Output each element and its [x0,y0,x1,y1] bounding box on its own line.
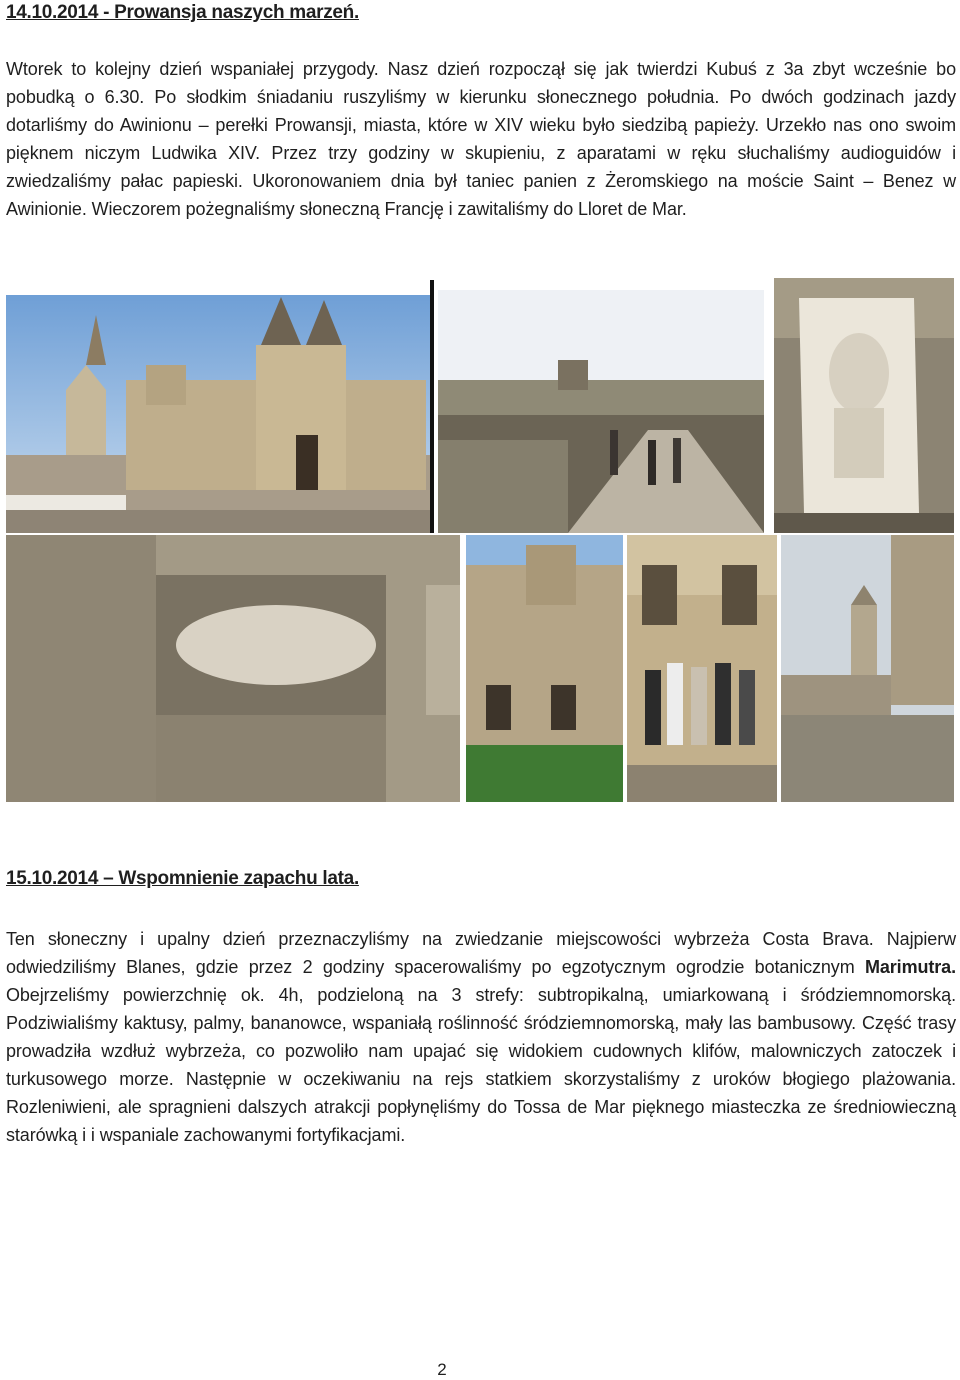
tomb-effigy-photo [6,535,460,802]
stone-relief-photo [774,278,954,533]
group-photo [627,535,777,802]
paragraph-text: Ten słoneczny i upalny dzień przeznaczyliśmy na zwiedzanie miejscowości wybrzeża Costa Brava. Najpierw odwiedziliśmy Blanes, gdzie przez 2 godziny spacerowaliśmy po egzotycznym ogrodzie botanicznym [6,929,956,977]
section-paragraph-costa-brava [6,925,956,1149]
garden-name: Marimutra. [864,957,956,977]
palace-exterior-photo [6,295,430,533]
bridge-walk-photo [438,290,764,533]
paragraph-text-continued: Obejrzeliśmy powierzchnię ok. 4h, podzieloną na 3 strefy: subtropikalną, umiarkowaną i śródziemnomorską. Podziwialiśmy kaktusy, palmy, bananowce, wspaniałą roślinność śródziemnomorską, mały las bambusowy. Część trasy prowadziła wzdłuż wybrzeża, co pozwoliło nam upajać się widokiem cudownych klifów, malowniczych zatoczek i turkusowego morze. Następnie w oczekiwaniu na rejs statkiem skorzystaliśmy z uroków błogiego plażowania. Rozleniwieni, ale spragnieni dalszych atrakcji popłynęliśmy do Tossa de Mar pięknego miasteczka ze średniowieczną starówką i i wspaniale zachowanymi fortyfikacjami. [6,985,956,1145]
section-paragraph-prowansja: Wtorek to kolejny dzień wspaniałej przygody. Nasz dzień rozpoczął się jak twierdzi Kubuś z 3a zbyt wcześnie bo pobudką o 6.30. Po słodkim śniadaniu ruszyliśmy w kierunku słonecznego południa. Po dwóch godzinach jazdy dotarliśmy do Awinionu – perełki Prowansji, miasta, które w XIV wieku było siedzibą papieży. Urzekło nas ono swoim pięknem niczym Ludwika XIV. Przez trzy godziny w skupieniu, z aparatami w ręku słuchaliśmy audioguidów i zwiedzaliśmy pałac papieski. Ukoronowaniem dnia był taniec panien z Żeromskiego na moście Saint – Benez w Awinionie. Wieczorem pożegnaliśmy słoneczną Francję i zawitaliśmy do Lloret de Mar. [6,59,956,219]
square-tower-photo [781,535,954,802]
section-title-costa-brava: 15.10.2014 – Wspomnienie zapachu lata. [6,868,359,889]
section-title-prowansja: 14.10.2014 - Prowansja naszych marzeń. [6,2,359,23]
photo-divider [430,280,434,533]
page-number: 2 [437,1360,447,1379]
courtyard-photo [466,535,623,802]
